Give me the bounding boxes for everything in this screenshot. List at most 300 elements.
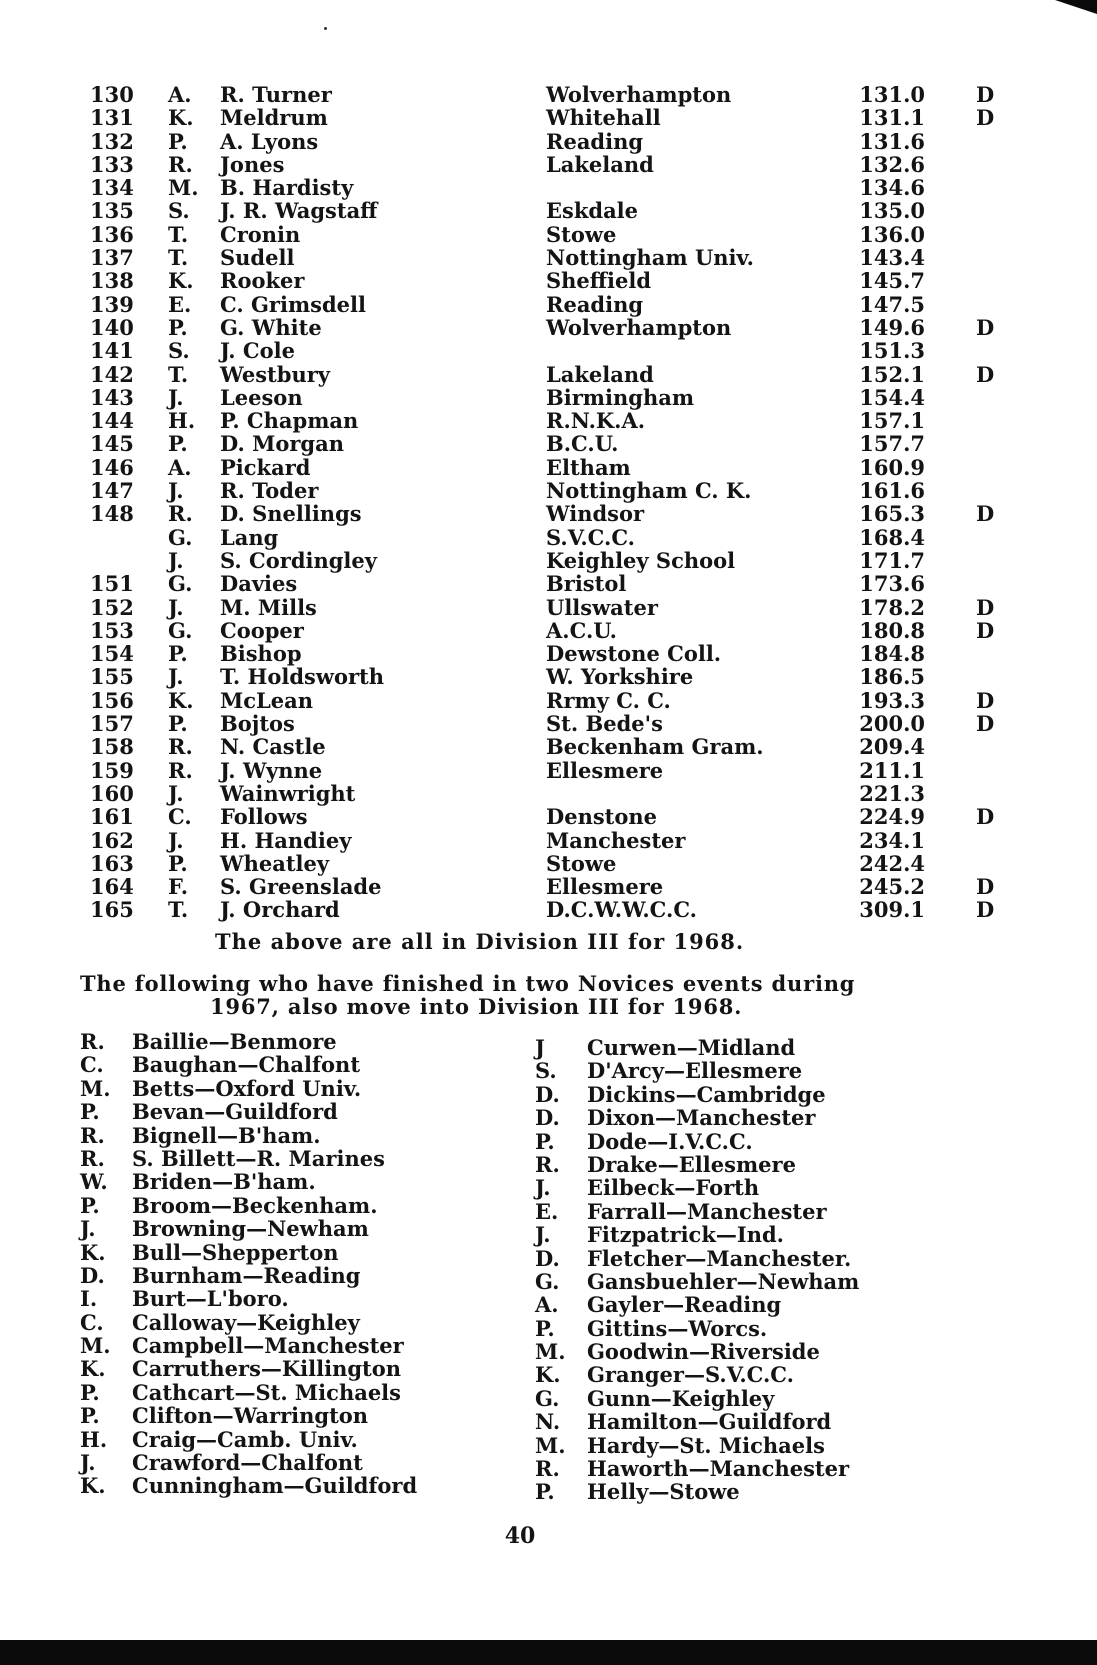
novice-initial: I.: [80, 1286, 98, 1312]
result-row: [70, 782, 1030, 805]
novice-name-club: Bignell—B'ham.: [132, 1122, 321, 1148]
result-name: Rooker: [220, 268, 305, 294]
novice-name-club: Hardy—St. Michaels: [587, 1432, 825, 1458]
novice-initial: D.: [535, 1245, 560, 1271]
result-name: R. Turner: [220, 82, 332, 107]
result-row: [70, 665, 1030, 688]
result-row: [70, 526, 1030, 549]
result-initial: S.: [168, 338, 190, 364]
page-number: 40: [504, 1523, 536, 1549]
result-row: [70, 805, 1030, 828]
result-position: 136: [90, 221, 134, 247]
novice-name-club: Gittins—Worcs.: [587, 1315, 768, 1341]
novice-entry: [535, 1083, 859, 1106]
novice-entry: [80, 1170, 417, 1193]
result-position: 158: [90, 734, 134, 760]
novices-intro-line-2: 1967, also move into Division III for 1968.: [210, 994, 743, 1019]
result-score: 131.0: [859, 82, 925, 107]
novice-initial: N.: [535, 1409, 561, 1435]
result-score: 136.0: [859, 221, 925, 247]
result-position: 131: [90, 105, 134, 131]
result-row: [70, 363, 1030, 386]
novice-entry: [80, 1451, 417, 1474]
novice-entry: [80, 1077, 417, 1100]
novice-entry: [535, 1340, 859, 1363]
result-initial: F.: [168, 874, 189, 900]
result-club: St. Bede's: [546, 711, 663, 737]
result-score: 234.1: [859, 827, 925, 853]
novice-initial: H.: [80, 1426, 108, 1452]
novice-entry: [80, 1194, 417, 1217]
novice-name-club: Cunningham—Guildford: [132, 1473, 418, 1499]
result-club: R.N.K.A.: [546, 408, 646, 434]
novice-name-club: Calloway—Keighley: [132, 1309, 360, 1335]
result-position: 148: [90, 501, 134, 527]
novice-entry: [535, 1410, 859, 1433]
result-row: [70, 689, 1030, 712]
novice-entry: [535, 1387, 859, 1410]
result-position: 142: [90, 361, 134, 387]
result-initial: T.: [168, 897, 189, 923]
result-club: Rrmy C. C.: [546, 687, 671, 713]
novice-initial: P.: [80, 1379, 100, 1405]
novice-entry: [80, 1311, 417, 1334]
result-club: Beckenham Gram.: [546, 734, 764, 760]
novices-list-left: [80, 1030, 417, 1498]
novice-initial: D.: [535, 1105, 560, 1131]
result-row: [70, 829, 1030, 852]
result-name: Follows: [220, 804, 308, 830]
result-score: 221.3: [859, 780, 925, 806]
result-row: [70, 269, 1030, 292]
result-row: [70, 875, 1030, 898]
novice-name-club: Bevan—Guildford: [132, 1099, 338, 1125]
result-name: A. Lyons: [220, 128, 319, 154]
result-score: 171.7: [859, 547, 925, 573]
result-name: McLean: [220, 687, 314, 713]
novice-initial: K.: [80, 1473, 106, 1499]
result-score: 147.5: [859, 291, 925, 317]
result-name: Davies: [220, 571, 298, 597]
novice-entry: [80, 1241, 417, 1264]
result-initial: P.: [168, 431, 188, 457]
result-club: Windsor: [546, 501, 645, 527]
novice-initial: K.: [535, 1362, 561, 1388]
result-initial: R.: [168, 734, 193, 760]
novice-name-club: Burnham—Reading: [132, 1262, 361, 1288]
result-initial: A.: [168, 454, 192, 480]
result-position: 138: [90, 268, 134, 294]
result-initial: R.: [168, 501, 193, 527]
novice-name-club: D'Arcy—Ellesmere: [587, 1058, 803, 1084]
result-row: [70, 176, 1030, 199]
result-name: H. Handiey: [220, 827, 352, 853]
result-initial: M.: [168, 175, 199, 201]
result-initial: A.: [168, 82, 192, 107]
result-initial: P.: [168, 128, 188, 154]
result-initial: E.: [168, 291, 192, 317]
result-name: Bojtos: [220, 711, 295, 737]
result-position: 137: [90, 245, 134, 271]
result-name: S. Greenslade: [220, 874, 382, 900]
novice-initial: M.: [535, 1339, 566, 1365]
result-club: W. Yorkshire: [546, 664, 694, 690]
result-flag: D: [976, 617, 995, 643]
result-name: Cooper: [220, 617, 304, 643]
novice-initial: C.: [80, 1052, 104, 1078]
result-club: Wolverhampton: [546, 82, 732, 107]
result-position: 132: [90, 128, 134, 154]
result-score: 161.6: [859, 478, 925, 504]
result-flag: D: [976, 361, 995, 387]
result-flag: D: [976, 711, 995, 737]
result-club: Ullswater: [546, 594, 658, 620]
result-initial: J.: [168, 827, 184, 853]
novice-entry: [535, 1153, 859, 1176]
result-club: Whitehall: [546, 105, 661, 131]
novice-entry: [80, 1474, 417, 1497]
novice-entry: [80, 1334, 417, 1357]
novice-name-club: Helly—Stowe: [587, 1479, 740, 1505]
result-name: Westbury: [220, 361, 330, 387]
result-position: 162: [90, 827, 134, 853]
novice-name-club: Hamilton—Guildford: [587, 1409, 832, 1435]
novice-initial: R.: [80, 1145, 105, 1171]
result-row: [70, 246, 1030, 269]
result-row: [70, 642, 1030, 665]
division-note: The above are all in Division III for 1968.: [215, 929, 745, 954]
novice-name-club: Broom—Beckenham.: [132, 1192, 378, 1218]
result-club: Reading: [546, 128, 644, 154]
result-club: A.C.U.: [546, 617, 617, 643]
result-name: S. Cordingley: [220, 547, 377, 573]
novice-name-club: Dixon—Manchester: [587, 1105, 816, 1131]
result-club: Reading: [546, 291, 644, 317]
result-initial: J.: [168, 478, 184, 504]
result-club: Birmingham: [546, 384, 695, 410]
result-score: 135.0: [859, 198, 925, 224]
novice-entry: [80, 1217, 417, 1240]
result-position: 130: [90, 82, 134, 107]
novice-initial: J.: [535, 1222, 551, 1248]
result-score: 134.6: [859, 175, 925, 201]
result-score: 151.3: [859, 338, 925, 364]
result-score: 143.4: [859, 245, 925, 271]
result-name: Pickard: [220, 454, 311, 480]
result-row: [70, 735, 1030, 758]
result-club: Nottingham Univ.: [546, 245, 754, 271]
result-club: Stowe: [546, 850, 617, 876]
novice-initial: S.: [535, 1058, 557, 1084]
result-club: Bristol: [546, 571, 627, 597]
result-club: Lakeland: [546, 151, 654, 177]
novices-list-right: [535, 1036, 859, 1504]
novice-name-club: Gunn—Keighley: [587, 1385, 775, 1411]
novice-initial: M.: [80, 1075, 111, 1101]
result-score: 211.1: [859, 757, 925, 783]
result-row: [70, 456, 1030, 479]
novice-name-club: Gayler—Reading: [587, 1292, 782, 1318]
result-row: [70, 852, 1030, 875]
novices-intro: [80, 972, 1000, 1018]
result-row: [70, 432, 1030, 455]
result-score: 160.9: [859, 454, 925, 480]
novice-name-club: Gansbuehler—Newham: [587, 1268, 860, 1294]
result-club: Wolverhampton: [546, 314, 732, 340]
result-position: 154: [90, 641, 134, 667]
result-flag: D: [976, 687, 995, 713]
result-initial: K.: [168, 687, 194, 713]
result-score: 157.7: [859, 431, 925, 457]
result-row: [70, 339, 1030, 362]
result-row: [70, 199, 1030, 222]
result-initial: T.: [168, 221, 189, 247]
result-score: 309.1: [859, 897, 925, 923]
novice-initial: G.: [535, 1268, 560, 1294]
result-club: Eskdale: [546, 198, 639, 224]
result-initial: J.: [168, 780, 184, 806]
novice-name-club: Dode—I.V.C.C.: [587, 1128, 753, 1154]
novice-entry: [80, 1100, 417, 1123]
novice-entry: [80, 1287, 417, 1310]
novice-name-club: Cathcart—St. Michaels: [132, 1379, 401, 1405]
result-row: [70, 409, 1030, 432]
result-name: Lang: [220, 524, 279, 550]
novice-name-club: Goodwin—Riverside: [587, 1339, 820, 1365]
result-initial: J.: [168, 664, 184, 690]
novice-entry: [535, 1106, 859, 1129]
novice-initial: R.: [535, 1456, 560, 1482]
result-club: B.C.U.: [546, 431, 619, 457]
result-row: [70, 479, 1030, 502]
result-name: D. Snellings: [220, 501, 362, 527]
novice-initial: P.: [535, 1128, 555, 1154]
result-score: 168.4: [859, 524, 925, 550]
novice-entry: [535, 1059, 859, 1082]
result-name: C. Grimsdell: [220, 291, 366, 317]
result-position: 151: [90, 571, 134, 597]
result-row: [70, 619, 1030, 642]
novice-entry: [535, 1317, 859, 1340]
novice-entry: [80, 1381, 417, 1404]
result-position: 139: [90, 291, 134, 317]
result-club: Ellesmere: [546, 874, 664, 900]
result-initial: P.: [168, 314, 188, 340]
novice-initial: P.: [80, 1192, 100, 1218]
result-score: 200.0: [859, 711, 925, 737]
result-name: J. R. Wagstaff: [220, 198, 378, 224]
novice-initial: R.: [80, 1029, 105, 1054]
result-position: 161: [90, 804, 134, 830]
result-initial: G.: [168, 617, 193, 643]
result-score: 131.6: [859, 128, 925, 154]
result-position: 141: [90, 338, 134, 364]
novice-entry: [80, 1404, 417, 1427]
result-position: 146: [90, 454, 134, 480]
novice-entry: [535, 1036, 859, 1059]
novice-initial: R.: [535, 1151, 560, 1177]
novice-name-club: Drake—Ellesmere: [587, 1151, 796, 1177]
result-row: [70, 712, 1030, 735]
novice-entry: [80, 1124, 417, 1147]
result-position: 156: [90, 687, 134, 713]
result-initial: S.: [168, 198, 190, 224]
result-position: 163: [90, 850, 134, 876]
novice-initial: K.: [80, 1356, 106, 1382]
result-position: 153: [90, 617, 134, 643]
result-initial: J.: [168, 547, 184, 573]
result-name: Wheatley: [220, 850, 330, 876]
result-initial: H.: [168, 408, 196, 434]
result-club: Keighley School: [546, 547, 736, 573]
result-score: 180.8: [859, 617, 925, 643]
result-row: [70, 502, 1030, 525]
result-flag: D: [976, 897, 995, 923]
result-position: 165: [90, 897, 134, 923]
novice-entry: [535, 1457, 859, 1480]
novice-name-club: Curwen—Midland: [587, 1035, 796, 1060]
result-score: 186.5: [859, 664, 925, 690]
result-initial: G.: [168, 571, 193, 597]
novice-entry: [80, 1264, 417, 1287]
novice-initial: J.: [80, 1450, 96, 1476]
result-initial: P.: [168, 850, 188, 876]
novice-initial: P.: [80, 1403, 100, 1429]
novice-name-club: Granger—S.V.C.C.: [587, 1362, 794, 1388]
novice-initial: E.: [535, 1198, 559, 1224]
result-position: 144: [90, 408, 134, 434]
result-initial: R.: [168, 757, 193, 783]
novice-initial: P.: [535, 1315, 555, 1341]
novice-entry: [535, 1270, 859, 1293]
result-initial: K.: [168, 105, 194, 131]
result-row: [70, 759, 1030, 782]
result-score: 149.6: [859, 314, 925, 340]
result-row: [70, 130, 1030, 153]
novice-name-club: Campbell—Manchester: [132, 1333, 404, 1359]
novice-entry: [535, 1200, 859, 1223]
novice-name-club: Crawford—Chalfont: [132, 1450, 363, 1476]
result-score: 209.4: [859, 734, 925, 760]
novice-initial: M.: [535, 1432, 566, 1458]
result-initial: R.: [168, 151, 193, 177]
result-score: 193.3: [859, 687, 925, 713]
result-row: [70, 316, 1030, 339]
result-position: 145: [90, 431, 134, 457]
result-score: 242.4: [859, 850, 925, 876]
novice-entry: [80, 1030, 417, 1053]
result-position: 140: [90, 314, 134, 340]
result-name: B. Hardisty: [220, 175, 354, 201]
result-score: 131.1: [859, 105, 925, 131]
scan-bottom-border: [0, 1640, 1097, 1665]
novice-initial: J.: [535, 1175, 551, 1201]
scan-corner-mark: [1055, 0, 1097, 14]
result-position: 155: [90, 664, 134, 690]
result-club: Denstone: [546, 804, 657, 830]
novice-entry: [535, 1293, 859, 1316]
result-score: 173.6: [859, 571, 925, 597]
result-row: [70, 153, 1030, 176]
result-name: D. Morgan: [220, 431, 344, 457]
novice-entry: [80, 1053, 417, 1076]
result-row: [70, 898, 1030, 921]
result-initial: J.: [168, 384, 184, 410]
novice-initial: D.: [80, 1262, 105, 1288]
novice-name-club: Baughan—Chalfont: [132, 1052, 361, 1078]
novice-name-club: Haworth—Manchester: [587, 1456, 850, 1482]
result-score: 154.4: [859, 384, 925, 410]
result-row: [70, 386, 1030, 409]
result-club: Eltham: [546, 454, 631, 480]
result-name: G. White: [220, 314, 322, 340]
result-position: 164: [90, 874, 134, 900]
result-score: 178.2: [859, 594, 925, 620]
result-score: 224.9: [859, 804, 925, 830]
novice-name-club: Clifton—Warrington: [132, 1403, 369, 1429]
result-club: Nottingham C. K.: [546, 478, 752, 504]
result-row: [70, 572, 1030, 595]
novice-entry: [80, 1428, 417, 1451]
result-position: 143: [90, 384, 134, 410]
novice-entry: [535, 1176, 859, 1199]
novices-intro-line-1: The following who have finished in two Novices events during: [80, 971, 856, 996]
result-flag: D: [976, 594, 995, 620]
novice-name-club: Carruthers—Killington: [132, 1356, 402, 1382]
result-club: Lakeland: [546, 361, 654, 387]
result-initial: C.: [168, 804, 192, 830]
result-club: Sheffield: [546, 268, 652, 294]
result-row: [70, 596, 1030, 619]
result-name: Cronin: [220, 221, 301, 247]
result-club: S.V.C.C.: [546, 524, 635, 550]
result-score: 165.3: [859, 501, 925, 527]
result-name: Bishop: [220, 641, 302, 667]
novice-entry: [535, 1363, 859, 1386]
result-initial: T.: [168, 245, 189, 271]
result-position: 147: [90, 478, 134, 504]
novice-entry: [535, 1223, 859, 1246]
result-name: J. Orchard: [220, 897, 340, 923]
result-name: Wainwright: [220, 780, 356, 806]
result-initial: K.: [168, 268, 194, 294]
novice-name-club: Fletcher—Manchester.: [587, 1245, 852, 1271]
result-flag: D: [976, 314, 995, 340]
result-flag: D: [976, 82, 995, 107]
result-name: J. Wynne: [220, 757, 323, 783]
result-club: Dewstone Coll.: [546, 641, 722, 667]
novice-name-club: Dickins—Cambridge: [587, 1081, 826, 1107]
result-flag: D: [976, 874, 995, 900]
result-row: [70, 223, 1030, 246]
result-club: Stowe: [546, 221, 617, 247]
result-club: D.C.W.W.C.C.: [546, 897, 697, 923]
novice-name-club: Baillie—Benmore: [132, 1029, 337, 1054]
novice-name-club: Eilbeck—Forth: [587, 1175, 760, 1201]
result-initial: J.: [168, 594, 184, 620]
results-table: [70, 83, 1030, 922]
novice-initial: J.: [80, 1216, 96, 1242]
novice-initial: W.: [80, 1169, 108, 1195]
novice-initial: C.: [80, 1309, 104, 1335]
result-position: 152: [90, 594, 134, 620]
result-name: Leeson: [220, 384, 303, 410]
novice-entry: [535, 1480, 859, 1503]
result-name: P. Chapman: [220, 408, 359, 434]
novice-name-club: Betts—Oxford Univ.: [132, 1075, 362, 1101]
result-name: Meldrum: [220, 105, 328, 131]
result-row: [70, 106, 1030, 129]
